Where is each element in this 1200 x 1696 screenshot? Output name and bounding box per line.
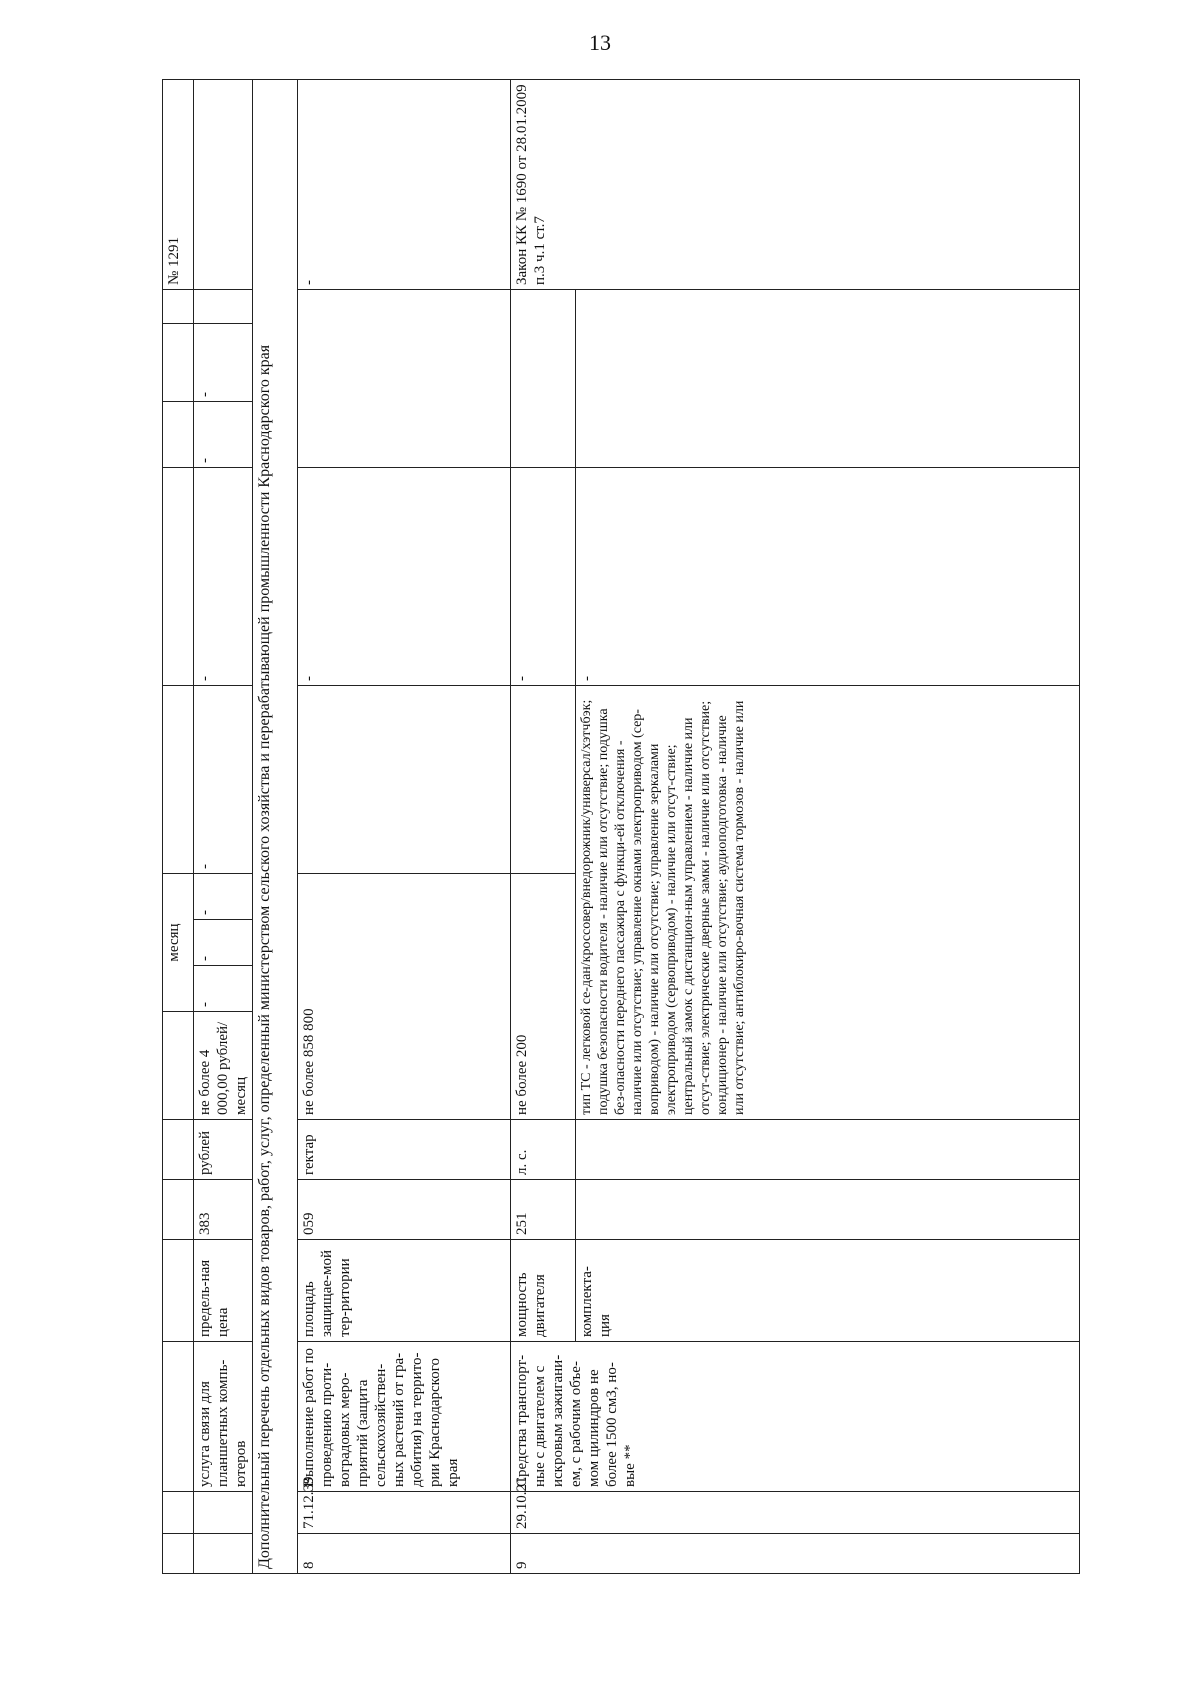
section-title-row bbox=[253, 80, 298, 1574]
characteristic: площадь защищае-мой тер-ритории bbox=[298, 1240, 511, 1342]
header-row-month bbox=[163, 80, 194, 1574]
dash-cell: - bbox=[511, 468, 576, 686]
okei-code: 251 bbox=[511, 1180, 576, 1240]
value: не более 858 800 bbox=[298, 874, 511, 1120]
dash-cell: - bbox=[194, 686, 253, 874]
goods-list-table bbox=[162, 79, 1080, 1574]
okpd-code: 71.12.39 bbox=[298, 1492, 511, 1534]
value: не более 4 000,00 рублей/месяц bbox=[194, 1012, 253, 1120]
table-row-9-power bbox=[511, 80, 576, 1574]
section-title: Дополнительный перечень отдельных видов товаров, работ, услуг, определенный министерством сельского хозяйства и перерабатывающей промышленности Краснодарского края bbox=[253, 80, 298, 1574]
service-name: услуга связи для планшетных компь-ютеров bbox=[194, 1342, 253, 1492]
table-row-internet bbox=[194, 80, 253, 1574]
law-ref-header: № 1291 bbox=[163, 80, 194, 290]
month-label: месяц bbox=[163, 874, 194, 1012]
law-reference: Закон КК № 1690 от 28.01.2009 п.3 ч.1 ст.7 bbox=[511, 80, 1080, 290]
unit: рублей bbox=[194, 1120, 253, 1180]
rotated-table-wrapper bbox=[162, 84, 1080, 1574]
item-name: Средства транспорт-ные с двигателем с искровым зажигани-ем, с рабочим объе-мом цилиндров не более 1500 смЗ, но-вые ** bbox=[511, 1342, 1080, 1492]
dash-cell: - bbox=[194, 920, 253, 966]
page-number: 13 bbox=[589, 30, 611, 55]
characteristic: комплекта-ция bbox=[576, 1240, 1080, 1342]
characteristic: предель-ная цена bbox=[194, 1240, 253, 1342]
dash-cell: - bbox=[194, 966, 253, 1012]
okei-code: 059 bbox=[298, 1180, 511, 1240]
equipment-value: тип ТС - легковой се-дан/кроссовер/внедорожник/универсал/хэтчбэк; подушка безопасности водителя - наличие или отсутствие; подушка без-опасности переднего пассажира с функци-ей отключения - наличие или отсутствие; управление окнами электроприводом (сер-воприводом) - наличие или отсутствие; управление зеркалами электроприводом (сервоприводом) - наличие или отсут-ствие; центральный замок с дистанцион-ным управлением - наличие или отсут-ствие; электрические дверные замки - наличие или отсутствие; кондиционер - наличие или отсутствие; аудиоподготовка - наличие или отсутствие; антиблокиро-вочная система тормозов - наличие или bbox=[576, 686, 1080, 1120]
dash-cell: - bbox=[576, 468, 1080, 686]
unit: л. с. bbox=[511, 1120, 576, 1180]
table-row-8 bbox=[298, 80, 511, 1574]
value: не более 200 bbox=[511, 874, 576, 1120]
row-number: 9 bbox=[511, 1534, 1080, 1574]
okpd-code: 29.10.21 bbox=[511, 1492, 1080, 1534]
okei-code: 383 bbox=[194, 1180, 253, 1240]
unit: гектар bbox=[298, 1120, 511, 1180]
dash-cell: - bbox=[194, 324, 253, 402]
dash-cell: - bbox=[194, 402, 253, 468]
row-number: 8 bbox=[298, 1534, 511, 1574]
dash-cell: - bbox=[298, 468, 511, 686]
dash-cell: - bbox=[194, 468, 253, 686]
characteristic: мощность двигателя bbox=[511, 1240, 576, 1342]
dash-cell: - bbox=[194, 874, 253, 920]
item-name: Выполнение работ по проведению проти-воградовых меро-приятий (защита сельскохозяйствен-ных растений от гра-добития) на террито-рии Краснодарского края bbox=[298, 1342, 511, 1492]
dash-cell: - bbox=[298, 80, 511, 290]
